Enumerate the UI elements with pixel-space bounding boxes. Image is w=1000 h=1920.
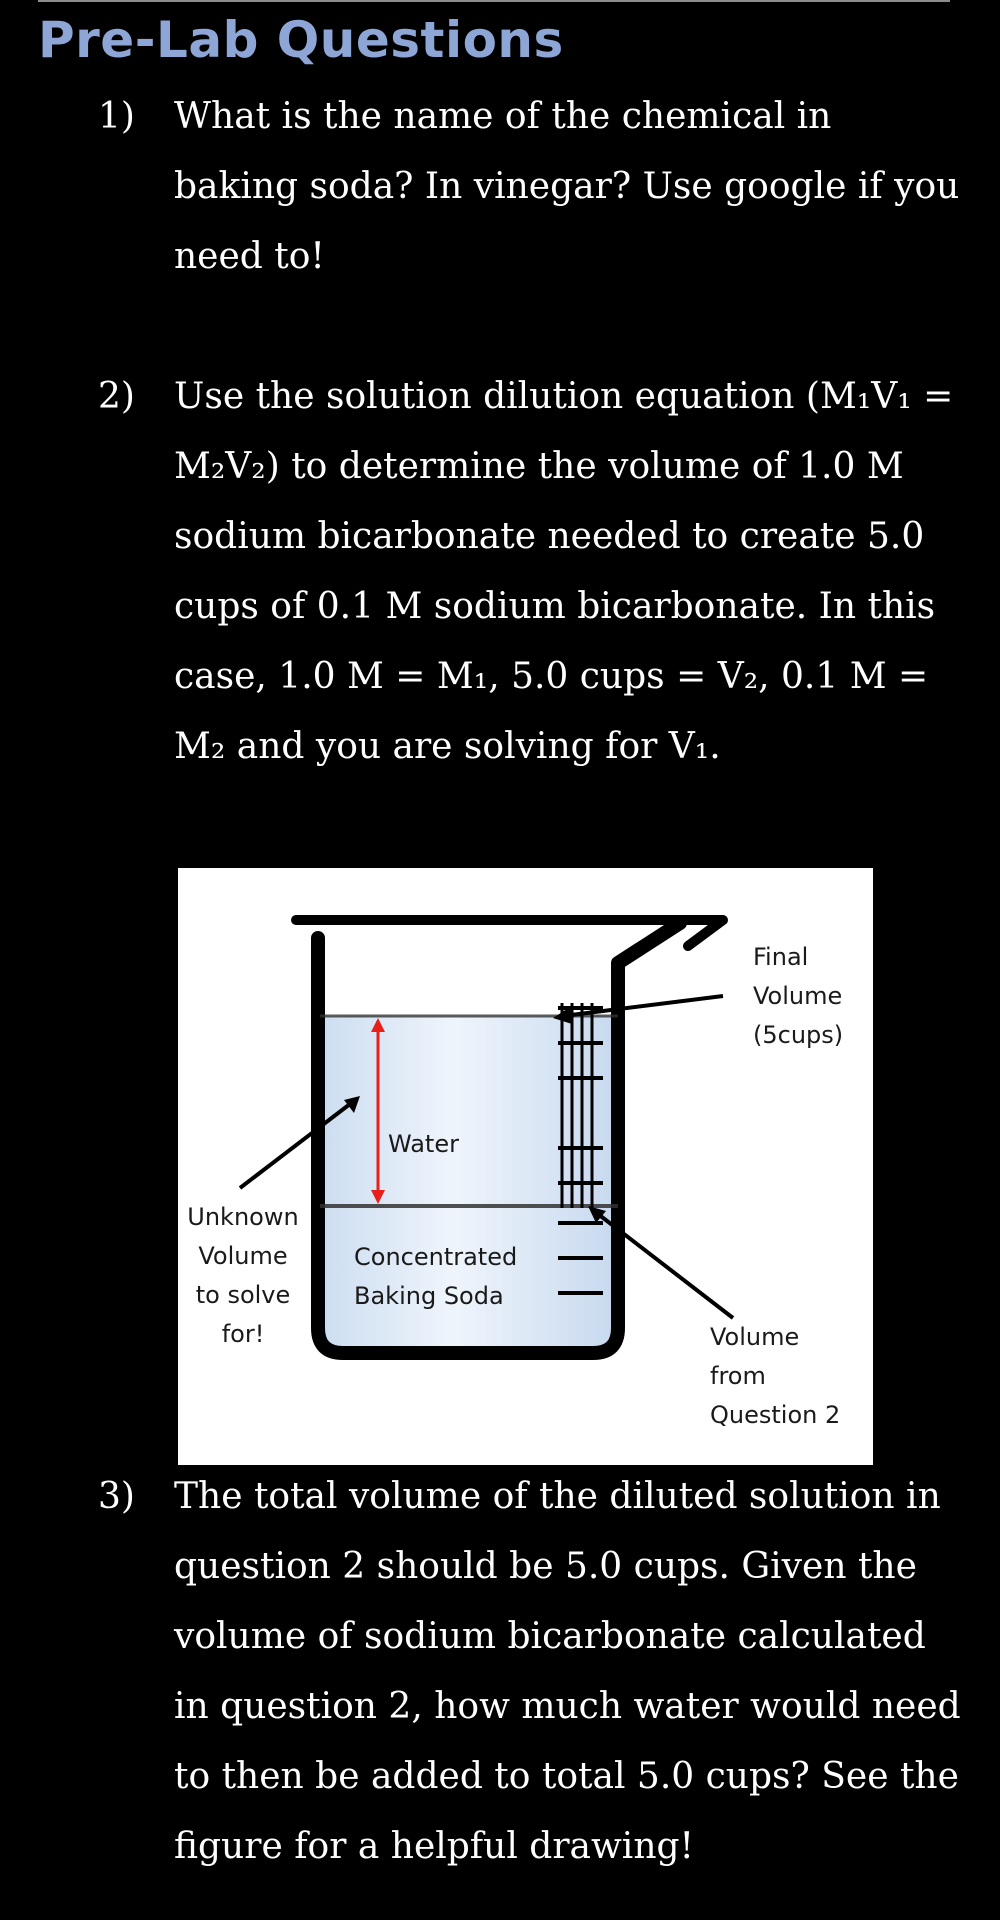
- label-line: Volume: [198, 1242, 288, 1270]
- question-number: 2): [98, 376, 135, 417]
- label-line: to solve: [195, 1281, 291, 1309]
- question-text: [174, 362, 984, 782]
- question-number: 1): [98, 96, 135, 137]
- question-line: to then be added to total 5.0 cups? See the: [174, 1756, 959, 1797]
- question-line: M₂V₂) to determine the volume of 1.0 M: [174, 446, 904, 487]
- label-line: from: [710, 1362, 766, 1390]
- label-line: for!: [221, 1320, 265, 1348]
- question-line: Use the solution dilution equation (M₁V₁ =: [174, 376, 954, 417]
- question-line: figure for a helpful drawing!: [174, 1826, 695, 1867]
- question2-volume-label: [710, 1318, 840, 1435]
- question-line: What is the name of the chemical in: [174, 96, 832, 137]
- page-title: Pre-Lab Questions: [38, 11, 564, 69]
- label-line: Final: [753, 943, 809, 971]
- label-line: Concentrated: [354, 1243, 518, 1271]
- label-line: Volume: [753, 982, 843, 1010]
- label-line: Unknown: [187, 1203, 299, 1231]
- question-line: M₂ and you are solving for V₁.: [174, 726, 721, 767]
- question-text: [174, 82, 984, 292]
- label-line: Baking Soda: [354, 1282, 504, 1310]
- unknown-volume-label: [178, 1198, 308, 1354]
- question-line: cups of 0.1 M sodium bicarbonate. In this: [174, 586, 936, 627]
- question-line: sodium bicarbonate needed to create 5.0: [174, 516, 925, 557]
- label-line: Question 2: [710, 1401, 841, 1429]
- label-line: (5cups): [753, 1021, 844, 1049]
- water-label: Water: [388, 1130, 459, 1158]
- question-line: The total volume of the diluted solution in: [174, 1476, 941, 1517]
- label-line: Volume: [710, 1323, 800, 1351]
- question-line: need to!: [174, 236, 325, 277]
- question-number: 3): [98, 1476, 135, 1517]
- beaker-figure: [178, 868, 873, 1465]
- question-line: question 2 should be 5.0 cups. Given the: [174, 1546, 917, 1587]
- concentrated-label: [354, 1238, 517, 1316]
- question-text: [174, 1462, 984, 1882]
- question-line: volume of sodium bicarbonate calculated: [174, 1616, 926, 1657]
- final-volume-label: [753, 938, 843, 1055]
- question-line: baking soda? In vinegar? Use google if you: [174, 166, 960, 207]
- top-rule: [38, 0, 950, 2]
- question-line: in question 2, how much water would need: [174, 1686, 961, 1727]
- question-line: case, 1.0 M = M₁, 5.0 cups = V₂, 0.1 M =: [174, 656, 929, 697]
